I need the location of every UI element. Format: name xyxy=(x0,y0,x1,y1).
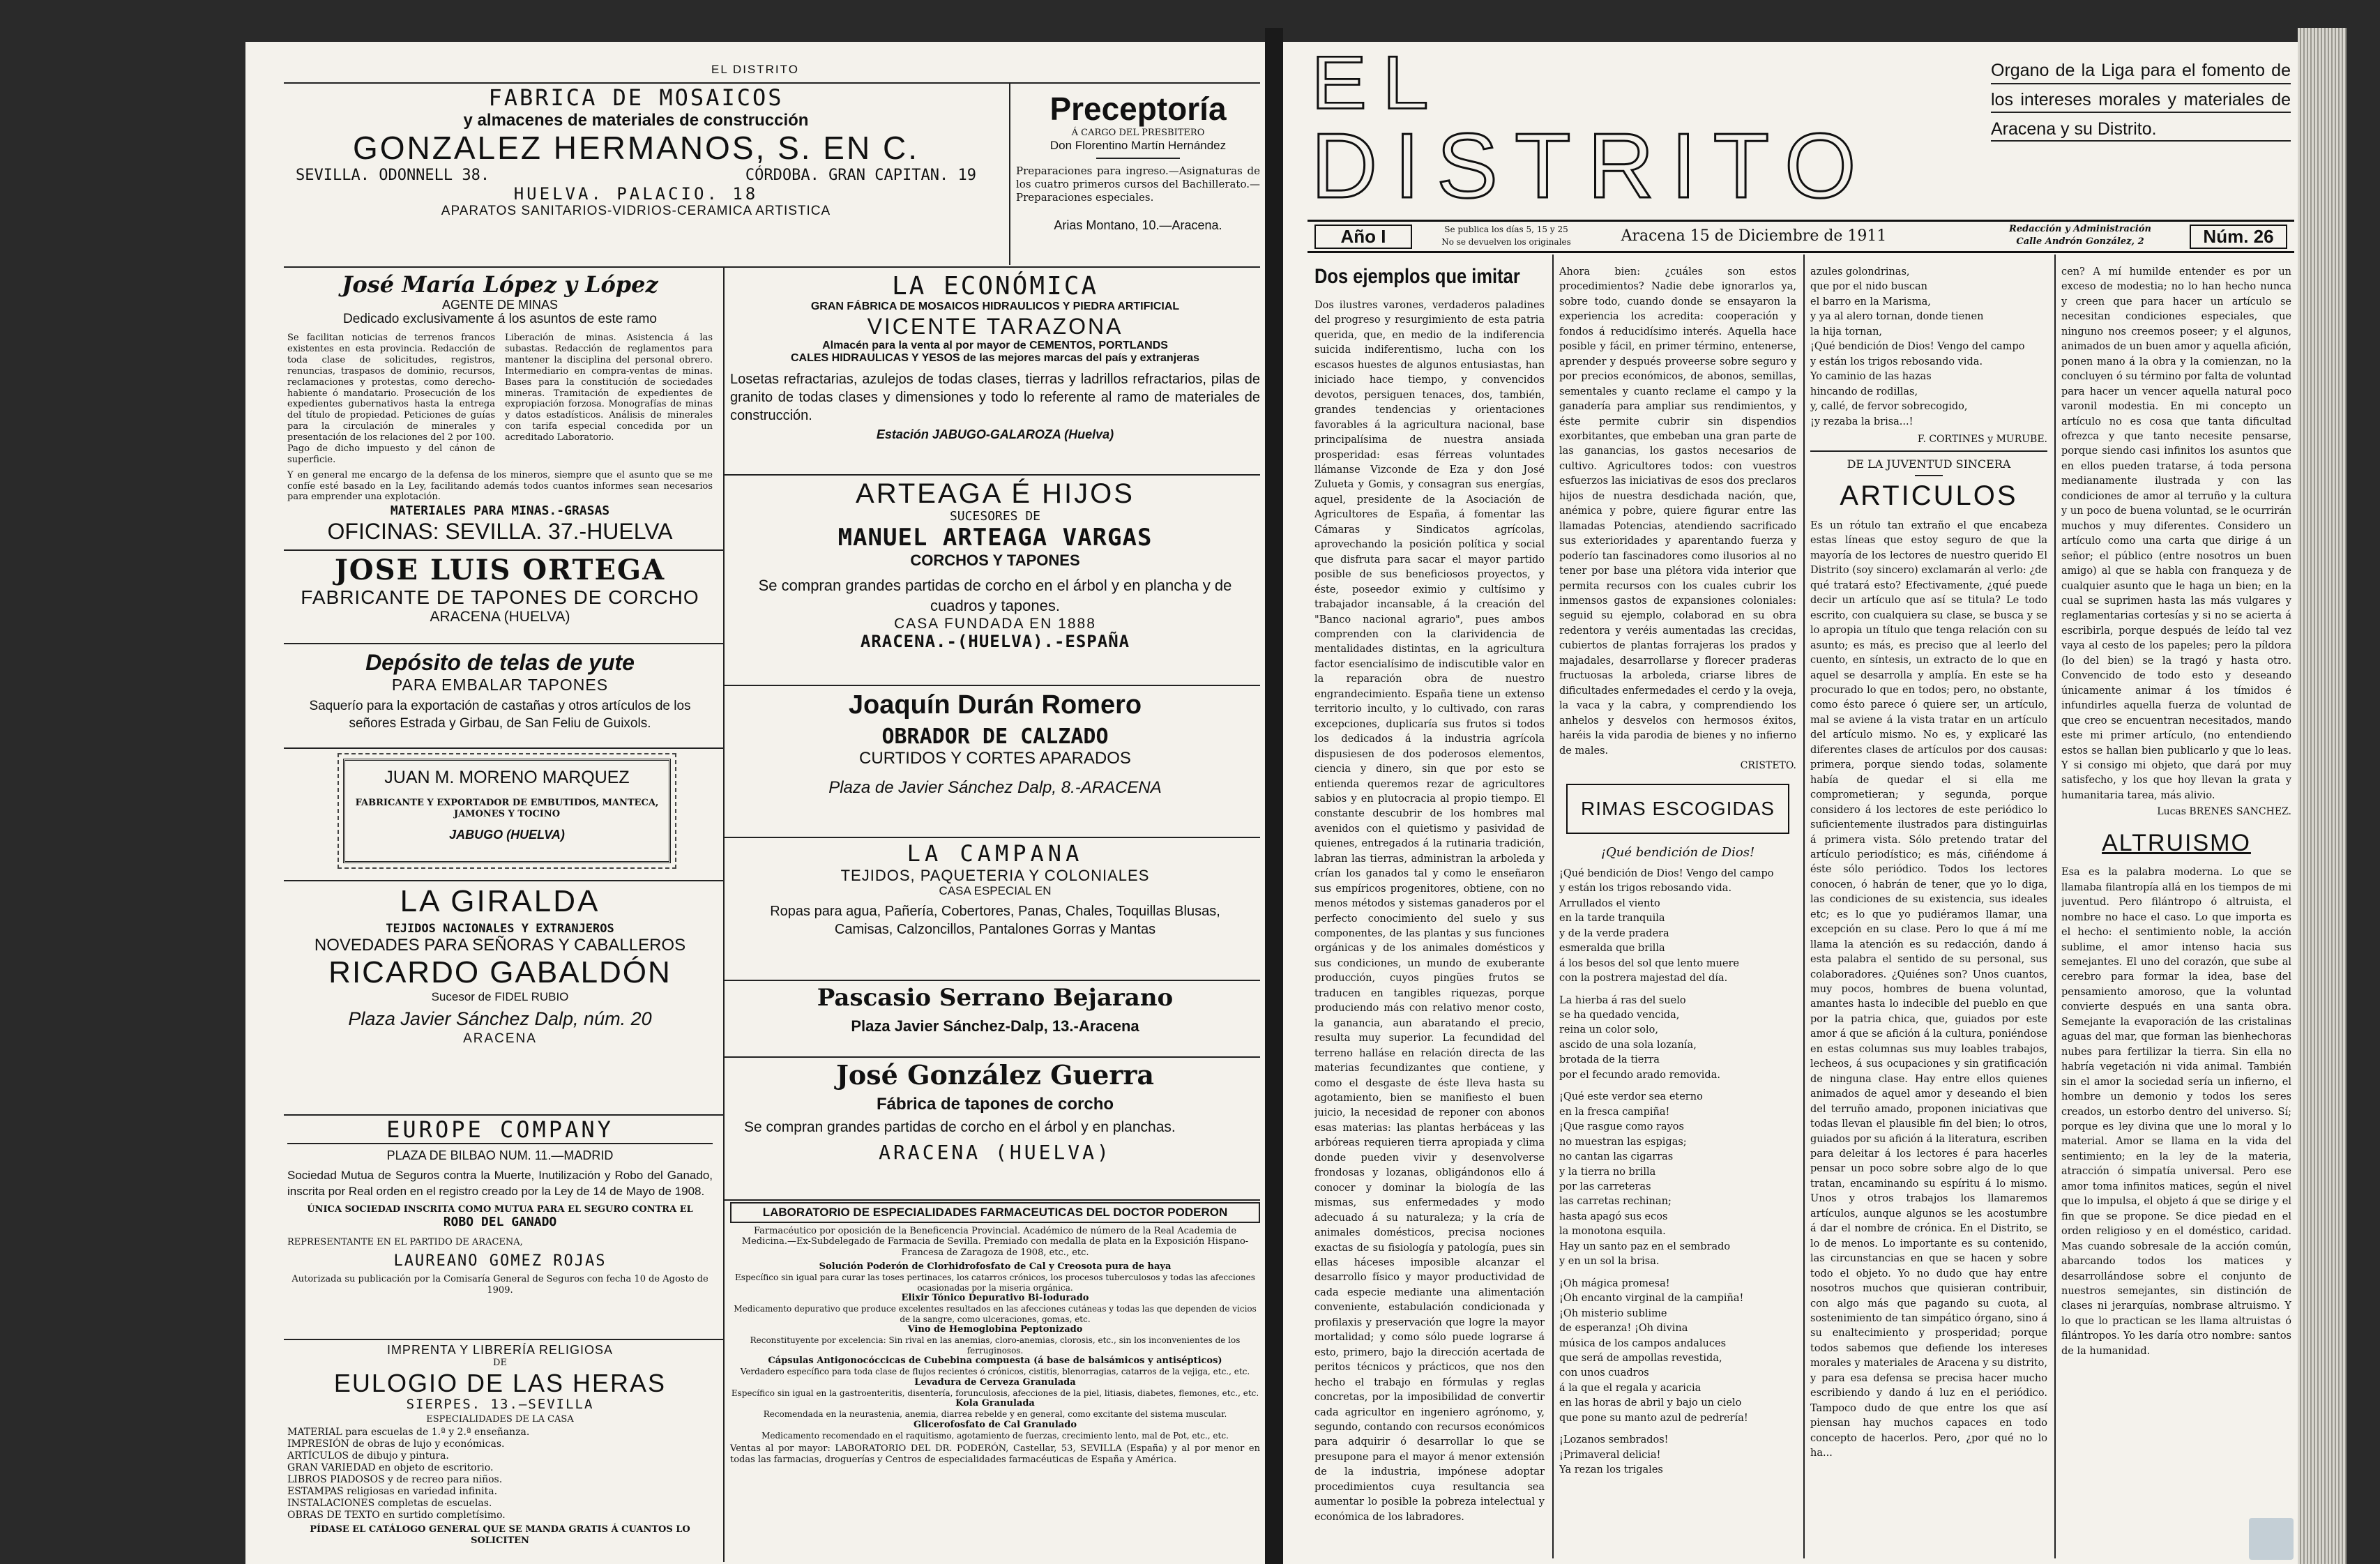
poem-line: y están los trigos rebosando vida. xyxy=(1559,883,1732,895)
poem-line: y, callé, de fervor sobrecogido, xyxy=(1810,401,1968,413)
poem-line: hincando de rodillas, xyxy=(1810,386,1918,397)
dateline-redaccion: Redacción y Administración Calle Andrón González, 2 xyxy=(2009,224,2151,247)
imprenta-item: GRAN VARIEDAD en objeto de escritorio. xyxy=(287,1461,494,1473)
poem-line: hasta apagó sus ecos xyxy=(1559,1210,1668,1222)
poem-line: que pone su manto azul de pedrería! xyxy=(1559,1412,1748,1424)
ad-preceptoria: Preceptoría Á CARGO DEL PRESBITERO Don Florentino Martín Hernández Preparaciones para ingreso.—Asignaturas de los cuatro primeros cursos del Bachillerato.—Preparaciones especiales. Arias Montano, 10.—Aracena. xyxy=(1016,91,1260,232)
ad-arteaga: ARTEAGA É HIJOS SUCESORES DE MANUEL ARTEAGA VARGAS CORCHOS Y TAPONES Se compran grandes partidas de corcho en el árbol y en plancha y de cuadros y tapones. CASA FUNDADA EN 1888 ARACENA.-(HUELVA).-ESPAÑA xyxy=(758,478,1232,652)
poderon-product-desc: Reconstituyente por excelencia: Sin rival en las anemias, cloro-anemias, clorosis, etc., sin los inconvenientes de los ferruginosos. xyxy=(750,1335,1241,1356)
poderon-product-name: Cápsulas Antigonocóccicas de Cubebina compuesta (á base de balsámicos y antisépticos) xyxy=(768,1356,1222,1367)
poem-line: y en un sol la brisa. xyxy=(1559,1256,1660,1268)
running-head: EL DISTRITO xyxy=(711,63,799,76)
imprenta-item: ARTÍCULOS de dibujo y pintura. xyxy=(287,1450,449,1461)
watermark-logo xyxy=(2249,1518,2294,1560)
poem-que-bendicion xyxy=(1559,867,1796,1478)
poem-line: ascido de una sola lozanía, xyxy=(1559,1039,1697,1051)
ad-lopez: José María López y López AGENTE DE MINAS Dedicado exclusivamente á los asuntos de este ramo Se facilitan noticias de terrenos francos existentes en esta provincia. Redacción de toda clase de solicitudes, registros, renuncias, traspasos de dominio, recursos, reclamaciones y protestas, como derecho-habiente ó mandatario. Prosecución de los expedientes gubernativos hasta la entrega del título de propiedad. Peticiones de guías para la circulación de minerales y presentación de los relaciones del 2 por 100. Pago de dicho impuesto y del cánon de superficie. Liberación de minas. Asistencia á las subastas. Redacción de reglamentos para mantener la disciplina del personal obrero. Intermediario en compra-ventas de minas. Bases para la constitución de sociedades mineras. Tramitación de expedientes de expropiación forzosa. Monografías de minas y datos estadísticos. Análisis de minerales con tarifa especial concedida por un acreditado Laboratorio. Y en general me encargo de la defensa de los mineros, siempre que el asunto que se me confíe esté basado en la Ley, facilitando además todos cuantos informes sean necesarios para emprender una explotación. MATERIALES PARA MINAS.-GRASAS OFICINAS: SEVILLA. 37.-HUELVA xyxy=(287,271,713,544)
tagline: Organo de la Liga para el fomento de los intereses morales y materiales de Aracena y su Distrito. xyxy=(1991,56,2291,144)
poderon-product-desc: Medicamento recomendado en el raquitismo, agotamiento de fuerzas, crecimiento lento, mal de Pot, etc., etc. xyxy=(761,1430,1229,1441)
poem-line: ¡Que rasgue como rayos xyxy=(1559,1121,1684,1133)
poem-line: en la fresca campiña! xyxy=(1559,1106,1670,1118)
stanza-break xyxy=(1559,1426,1796,1433)
ad-poderon: LABORATORIO DE ESPECIALIDADES FARMACEUTICAS DEL DOCTOR PODERON Farmacéutico por oposición de la Beneficencia Provincial. Académico de número de la Real Academia de Medicina.—Ex-Subdelegado de Farmacia de Sevilla. Premiado con medalla de plata en la Exposición Hispano-Francesa de Zaragoza de 1908, etc., etc. Solución Poderón de Clorhidrofosfato de Cal y Creosota pura de haya Específico sin igual para curar las toses pertinaces, los catarros crónicos, los procesos tuberculosos y todas las afecciones ocasionadas por la miseria orgánica. Elixir Tónico Depurativo Bi-Iodurado Medicamento depurativo que produce excelentes resultados en las afecciones cutáneas y todas las que dependen de vicios de la sangre, como ulceraciones, gomas, etc. Vino de Hemoglobina Peptonizado Reconstituyente por excelencia: Sin rival en las anemias, cloro-anemias, clorosis, etc., sin los inconvenientes de los ferruginosos. Cápsulas Antigonocóccicas de Cubebina compuesta (á base de balsámicos y antisépticos) Verdadero específico para toda clase de flujos recientes ó crónicos, cistitis, blenorragias, catarros de la vejiga, etc., etc. Levadura de Cerveza Granulada Específico sin igual en la gastroenteritis, disentería, forunculosis, afecciones de la piel, litiasis, diabetes, flemones, etc., etc. Kola Granulada Recomendada en la neurastenia, anemia, diarrea rebelde y en general, como excitante del sistema muscular. Glicerofosfato de Cal Granulado Medicamento recomendado en el raquitismo, agotamiento de fuerzas, crecimiento lento, mal de Pot, etc., etc. Ventas al por mayor: LABORATORIO DEL DR. PODERÓN, Castellar, 53, SEVILLA (España) y al por menor en todas las farmacias, droguerías y Centros de especialidades farmacéuticas de España y América. xyxy=(730,1202,1260,1466)
poem-line: y la tierra no brilla xyxy=(1559,1166,1656,1178)
poem-line: el barro en la Marisma, xyxy=(1810,296,1931,308)
article-col2: Ahora bien: ¿cuáles son estos procedimientos? Nadie debe ignorarlos ya, sobre todo, cuando donde se ensayaron la experiencia los acredita: cooperación y fondos á reducidísimo interés. Aquella hace posible y fácil, en primer término, entenerse, aprender y después proveerse sobre seguro y por precios económicos, de abonos, semillas, sementales y cuanto reclame el campo y la ganadería para ampliar sus rendimientos, y éste permite cubrir sin dispendios exorbitantes, que embeban una gran parte de las ganancias, los gastos necesarios de cultivo. Agricultores todos: con vuestros esfuerzos las iniciativas de esos dos preclaros hijos de nuestra desdichada nación, que, anémica y pobre, quiere figurar entre las llamadas Potencias, atendiendo sacrificado sus exterioridades y aparentando fuerza y poderío tan fascinadores como ilusorios al no tener por base una plétora vida interior que permita recursos con los cuales cubrir los inmensos gastos de expansiones coloniales: seguid su ejemplo, colaborad en su obra redentora y veréis aumentadas las crecidas, cubiertos de plantas forrajeras los prados y majadales, desarrollarse y florecer praderas fructuosas la arboleda, criarse libres de dificultades enfermedades el cerdo y la oveja, la vaca y la cabra, y comprendiendo los anhelos y desvelos con hermosos éxitos, haréis la vida parodia de bienes y no infierno de males. CRISTETO. RIMAS ESCOGIDAS ¡Qué bendición de Dios! ¡Qué bendición de Dios! Vengo del campo y están los trigos rebosando vida. Arrullados el viento en la tarde tranquila y de la verde pradera esmeralda que brilla á los besos del sol que lento muere con la postrera majestad del día. La hierba á ras del suelo se ha quedado vencida, reina un color solo, ascido de una sola lozanía, brotada de la tierra por el fecundo arado removida. ¡Qué este verdor sea eterno en la fresca campiña! ¡Que rasgue como rayos no muestran las espigas; no cantan las cigarras y la tierra no brilla por las carreteras las carretas rechinan; hasta apagó sus ecos la monotona esquila. Hay un santo paz en el sembrado y en un sol la brisa. ¡Oh mágica promesa! ¡Oh encanto virginal de la campiña! ¡Oh misterio sublime de esperanza! ¡Oh divina música de los campos andaluces que será de ampollas revestida, con unos cuadros á la que el regala y acaricia en las horas de abril y bajo un cielo que pone su manto azul de pedrería! ¡Lozanos sembrados! ¡Primaveral delicia! Ya rezan los trigales xyxy=(1559,265,1796,1562)
ad-ortega: JOSE LUIS ORTEGA FABRICANTE DE TAPONES DE CORCHO ARACENA (HUELVA) xyxy=(301,554,699,625)
ad-campana: LA CAMPANA TEJIDOS, PAQUETERIA Y COLONIALES CASA ESPECIAL EN Ropas para agua, Pañería, Cobertores, Panas, Chales, Toquillas Blusas, Camisas, Calzoncillos, Pantalones Gorras y Mantas xyxy=(770,840,1220,937)
poderon-product-desc: Específico sin igual para curar las toses pertinaces, los catarros crónicos, los procesos tuberculosos y todas las afecciones ocasionadas por la miseria orgánica. xyxy=(735,1272,1255,1293)
poem-line: y están los trigos rebosando vida. xyxy=(1810,356,1983,367)
masthead-el: EL xyxy=(1311,42,1444,125)
poem-line: ¡Qué este verdor sea eterno xyxy=(1559,1091,1703,1103)
stanza-break xyxy=(1559,1270,1796,1277)
imprenta-item: OBRAS DE TEXTO en surtido completísimo. xyxy=(287,1510,506,1521)
left-page xyxy=(245,42,1265,1564)
poem-line: ¡Qué bendición de Dios! Vengo del campo xyxy=(1810,341,2025,353)
imprenta-item: IMPRESIÓN de obras de lujo y económicas. xyxy=(287,1438,505,1450)
poem-line: música de los campos andaluces xyxy=(1559,1337,1727,1349)
article-dos-ejemplos: Dos ejemplos que imitar Dos ilustres varones, verdaderos paladines del progreso y resurgimiento de esta patria querida, que, en medio de la indiferencia suicida indiferentismo, lucha con los escasos huestes de algunos entusiastas, han iniciado hace tiempo, y convencidos devotos, persiguen tenaces, dos, también, grandes tendencias y orientaciones favorables á la agricultura nacional, base principalísima de nuestra ansiada prosperidad: esas férreas voluntades llámanse Vizconde de Eza y don José Zulueta y Gomis, y consagran sus energías, aquel, presidente de la Asociación de Agricultores de España, á fomentar las Cámaras y Sindicatos agrícolas, aprovechando la posición política y social que disfruta para sacar el mayor partido posible de sus beneficiosos proyectos, y éste, poseedor eximio y cultísimo y trabajador incansable, á la creación del "Banco nacional agrario", pues ambos comprenden con la clarividencia de mentalidades distintas, en la agricultura factor esencialísimo de indiscutible valor en la reparación obra de nuestro engrandecimiento. España tiene un extenso territorio inculto, y lo cultivado, con raras excepciones, duplicaría sus frutos si todos los dedicados á la industria agrícola dispusiesen de dos poderosos elementos, ciencia y dinero, sin que por esto se entienda queremos rezar de agricultores sabios y en plutocracia al propio tiempo. El constante descubrir de los hombres mal avenidos con el quietismo y pasividad de quienes, entregados á la rutinaria tradición, labran las tierras, administran la arboleda y crían los ganados tal y como le enseñaron sus empíricos progenitores, obtiene, con no menos métodos y sistemas ganaderos por el perfecto conocimiento del suelo y sus componentes, de las plantas y sus funciones orgánicas y de los animales domésticos y sus condiciones, un mundo de exuberante producción, cuyos pingües frutos se traducen en tangibles riquezas, porque produciendo más con relativo menor costo, la ganancia, aun abaratando el precio, resulta muy superior. La fecundidad del terreno halláse en relación directa de las materias fecundizantes que contiene, y como el desgaste de éste lleva hasta su agotamiento, bien se manifiesto el buen juicio, la necesidad de reponer con abonos esas materias: las plantas herbáceas y las arbóreas requieren tierra apropiada y clima donde pueden vivir y desenvolverse frondosas y lozanas, obligándonos ello á conocer y dominar la biología de las mismas, sus enfermedades y modo adecuado á su naturaleza; y la cría de animales domésticos, precisa nociones exactas de su fisiología y patología, pues sin ellas háceses imposible alcanzar el desarrollo físico y mayor productividad de cada especie mediante una alimentación conveniente, estabulación condicionada y profilaxis y preservación que logre la mayor mortalidad; y como sólo puede lograrse á esto, primero, bajo la dirección acertada de peritos técnicos y prácticos, que nos den hecho el trabajo en fórmulas y reglas concretas, por la imposibilidad de convertir cada agricultor en ingeniero agrónomo, y, segundo, contando con recursos económicos para adquirir ó desarrollar lo que se presupone para el mayor á menor extensión de la industria, impónese adoptar procedimientos cuya resultancia sea aumentar lo posible la pobreza intelectual y económica de los labradores. xyxy=(1314,265,1545,1523)
poem-line: ¡y rezaba la brisa...! xyxy=(1810,416,1913,427)
ad-duran: Joaquín Durán Romero OBRADOR DE CALZADO CURTIDOS Y CORTES APARADOS Plaza de Javier Sánchez Dalp, 8.-ARACENA xyxy=(828,690,1162,797)
poem-line: no cantan las cigarras xyxy=(1559,1151,1674,1163)
imprenta-items xyxy=(287,1427,713,1522)
ad-yute: Depósito de telas de yute PARA EMBALAR TAPONES Saquerío para la exportación de castañas y otros artículos de los señores Estrada y Girbau, de San Feliu de Guixols. xyxy=(309,650,691,731)
poderon-product-name: Levadura de Cerveza Granulada xyxy=(914,1376,1076,1388)
poem-line: la monotona esquila. xyxy=(1559,1226,1666,1238)
dateline-pub: Se publica los días 5, 15 y 25 No se devuelven los originales xyxy=(1441,225,1571,247)
poem-line: ¡Oh mágica promesa! xyxy=(1559,1277,1670,1289)
dateline-ano: Año I xyxy=(1314,225,1412,249)
dateline-num: Núm. 26 xyxy=(2190,225,2287,249)
poem-line: por las carreteras xyxy=(1559,1181,1651,1193)
poem-line: en las horas de abril y bajo un cielo xyxy=(1559,1397,1742,1409)
poderon-product-name: Solución Poderón de Clorhidrofosfato de Cal y Creosota pura de haya xyxy=(819,1261,1172,1273)
poem-line: y ya al alero tornan, donde tienen xyxy=(1810,311,1984,323)
right-page xyxy=(1283,42,2298,1564)
poem-line: Ya rezan los trigales xyxy=(1559,1464,1663,1476)
poem-line: ¡Primaveral delicia! xyxy=(1559,1449,1661,1461)
ad-giralda: LA GIRALDA TEJIDOS NACIONALES Y EXTRANJEROS NOVEDADES PARA SEÑORAS Y CABALLEROS RICARDO GABALDÓN Sucesor de FIDEL RUBIO Plaza Javier Sánchez Dalp, núm. 20 ARACENA xyxy=(314,884,686,1046)
poem-line: ¡Lozanos sembrados! xyxy=(1559,1434,1669,1446)
poem-line: á la que el regala y acaricia xyxy=(1559,1382,1701,1394)
poem-line: se ha quedado vencida, xyxy=(1559,1010,1680,1022)
ad-mosaicos: FABRICA DE MOSAICOS y almacenes de materiales de construcción GONZALEZ HERMANOS, S. EN C. SEVILLA. ODONNELL 38. CÓRDOBA. GRAN CAPITAN. 19 HUELVA. PALACIO. 18 APARATOS SANITARIOS-VIDRIOS-CERAMICA ARTISTICA xyxy=(296,84,976,219)
masthead-distrito: DISTRITO xyxy=(1311,114,1873,217)
rimas-escogidas-box: RIMAS ESCOGIDAS xyxy=(1566,784,1789,834)
article-col4: cen? A mí humilde entender es por un exceso de modestia; no lo han hecho nunca y creen que para hacer un artículo se necesitan condiciones especiales, que ninguno nos creemos poseer; y el algunos, animados de un buen amor y aquella afición, ponen mano á la obra y la comienzan, no la concluyen ó su término por falta de voluntad para hacer un vencer aquella natural poco varonil modestia. En mi concepto un artículo no es cosa que tanta dificultad ofrezca y que tanto necesite pensarse, porque siendo casi infinitos los asuntos que en ellos pueden tratarse, á toda persona medianamente ilustrada y con las condiciones de amor al terruño y la cultura y un poco de buena voluntad, se le ocurrirán muchos y muy diferentes. Considero un artículo como una carta que dirige á un señor; el público (entre nosotros un buen amigo) al que se habla con franqueza y de cualquier asunto que le haga un bien; en la cual se suprimen hasta las más vulgares y reglamentarias cortesías y si no se acierta á escribirla, porque después de leído tal vez vaya al cesto de los papeles; pero la píldora (lo del bien) se la tragó y hasta otro. Convencido de todo esto y deseando únicamente animar á los tímidos é infundirles aquella fuerza de voluntad de que creo se encuentran necesitados, mando este mi primer artículo, (no entendiendo estos se hallan bien publicarlo y que lo leas. Y si consigo mi objeto, que dará por muy satisfecho, y los que hoy llevan la grata y humanitaria tarea, más alivio. Lucas BRENES SANCHEZ. ALTRUISMO Esa es la palabra moderna. Lo que se llamaba filantropía allá en los tiempos de mi juventud. Pero filántropo ó altruista, el nombre no hace el caso. Lo que importa es el hecho: el sentimiento noble, la acción sublime, el amor intenso hacia sus semejantes. El uno del corazón, que sube al cerebro para formar la idea, base del pensamiento amoroso, que la voluntad convierte después en una santa obra. Semejante la evaporación de las cristalinas aguas del mar, que forman las bienhechoras nubes para fertilizar la tierra. Sin ella no habría vegetación ni vida animal. También sin el amor la sociedad sería un infierno, el hombre un demonio y todos los seres creados, un estorbo dentro del universo. Sí; porque es ley divina que une lo moral y lo material. Amor se llama en la vida del sentimiento; en la ley de la materia, atracción ó simpatía universal. Pero ese amor toma infinitos matices, según el nivel que lo impulsa, el objeto á que se dirige y el fin que se propone. Se dice piedad en el orden religioso y en el doméstico, caridad. Mas cuando sobresale de la acción común, abarcando todos los matices y desarrollándose sobre el conjunto de nuestros semejantes, sin distinción de clases ni jerarquías, nombrase altruismo. Y lo que lo practican se les llama altruistas ó filántropos. Yo les daría otro nombre: santos de la humanidad. xyxy=(2061,266,2291,1357)
poem-line: con la postrera majestad del día. xyxy=(1559,973,1728,985)
poem-line: ¡Oh misterio sublime xyxy=(1559,1307,1667,1319)
poem-line: esmeralda que brilla xyxy=(1559,943,1665,955)
book-spine xyxy=(1265,28,1283,1564)
poderon-items xyxy=(730,1261,1260,1441)
article-col3: azules golondrinas, que por el nido buscan el barro en la Marisma, y ya al alero tornan, donde tienen la hija tornan, ¡Qué bendición de Dios! Vengo del campo y están los trigos rebosando vida. Yo caminio de las hazas hincando de rodillas, y, callé, de fervor sobrecogido, ¡y rezaba la brisa...! F. CORTINES y MURUBE. DE LA JUVENTUD SINCERA ARTICULOS Es un rótulo tan extraño el que encabeza estas líneas que estoy seguro de que la mayoría de los lectores de nuestro querido El Distrito (soy sincero) exclamarán al verlo: ¿de qué tratará esto? Efectivamente, ¿qué puede decir un artículo que así se titula? Le todo escrito, con cualquiera su clase, se busca y se lo apropia un título que tenga relación con su asunto; es más, es preciso que al leerlo del cuento, en síntesis, un extracto de lo que en aquel se desarrolla y amplía. En este se ha procurado lo que en todos; pero, no obstante, como ésto parece ó quiere ser, un artículo, mal se aviene á la vista tratar en un artículo del artículo mismo. No es, y explicaré las diferentes clases de artículos por dos causas: primera, porque siendo todas, solamente había de quedar el si ella me comprometieran; y segunda, porque considero á los lectores de este periódico lo suficientemente ilustrados para distinguirlas á primera vista. Sólo pretendo tratar del artículo periodístico; es más, ciñéndome á éste sólo periódico. Todos los lectores conocen, ó habrán de tener, que yo lo diga, las condiciones de su existencia, sus ideales etc; es lo que yo pudiéramos llamar, una excepción en su clase. Pero lo que á mí me llama la atención es su redacción, dando á esta palabra el sentido de su personal, sus colaboradores. ¿Quiénes son? Unos cuantos, muy pocos, hombres de buena voluntad, amantes hasta lo indecible del pueblo en que por la patria chica, que, guiados por este amor á que se afición á la cultura, poniéndose en estas columnas sus muy loables trabajos, lecheos, á sus ocupaciones y sin gratificación de ninguna clase. Hay entre ellos quienes animados de aquel amor y deseando el bien del terruño amado, proponen iniciativas que todas llevan el plausible fin del bien; lo otros, guiados por su afición á la literatura, escriben para deleitar á los lectores é para hacerles pensar un poco sobre sobre algo de lo que tratan, encaminando su espíritu á lo mismo. Unos y otros trabajos los llamaremos artículos, aunque algunos se les acostumbre á dar el nombre de crónica. En el Distrito, se lo de menos. Lo importante es su contenido, las circunstancias en que se hacen y sobre todo el objeto. Yo no dudo que hay entre nosotros muchos que quisieran contribuir, con algo más que pagando su cuota, al sostenimiento de tan simpático órgano, sino á su enaltecimiento y prosperidad; porque todos sabemos que defiende los intereses morales y materiales de Aracena y su distrito, y para esa defensa se precisa hacer mucho escribiendo y dando á luz en el periódico. Tampoco dudo de que entre los que así piensan hay muchos capaces en todo concepto de hacerlos. Pero, ¿por qué no lo ha... xyxy=(1810,266,2047,1459)
dateline-date: Aracena 15 de Diciembre de 1911 xyxy=(1621,227,1887,245)
poem-line: azules golondrinas, xyxy=(1810,266,1910,278)
poem-line: Yo caminio de las hazas xyxy=(1810,371,1932,383)
ad-economica: LA ECONÓMICA GRAN FÁBRICA DE MOSAICOS HIDRAULICOS Y PIEDRA ARTIFICIAL VICENTE TARAZONA Almacén para la venta al por mayor de CEMENTOS, PORTLANDS CALES HIDRAULICAS Y YESOS de las mejores marcas del país y extranjeras Losetas refractarias, azulejos de todas clases, tierras y ladrillos refractarios, pilas de granito de todas clases y dimensiones y todo lo referente al ramo de materiales de construcción. Estación JABUGO-GALAROZA (Huelva) xyxy=(730,272,1260,442)
stanza-break xyxy=(1559,987,1796,994)
poderon-product-desc: Verdadero específico para toda clase de flujos recientes ó crónicos, cistitis, blenorragias, catarros de la vejiga, etc., etc. xyxy=(740,1367,1250,1377)
poderon-product-name: Vino de Hemoglobina Peptonizado xyxy=(907,1324,1083,1335)
poderon-product-desc: Recomendada en la neurastenia, anemia, diarrea rebelde y en general, como excitante del sistema muscular. xyxy=(763,1409,1227,1420)
poem-line: brotada de la tierra xyxy=(1559,1054,1660,1066)
poem-line: Hay un santo paz en el sembrado xyxy=(1559,1240,1731,1252)
ad-europe: EUROPE COMPANY PLAZA DE BILBAO NUM. 11.—MADRID Sociedad Mutua de Seguros contra la Muerte, Inutilización y Robo del Ganado, inscrita por Real orden en el registro creado por la Ley de 14 de Mayo de 1908. ÚNICA SOCIEDAD INSCRITA COMO MUTUA PARA EL SEGURO CONTRA EL ROBO DEL GANADO REPRESENTANTE EN EL PARTIDO DE ARACENA, LAUREANO GOMEZ ROJAS Autorizada su publicación por la Comisaría General de Seguros con fecha 10 de Agosto de 1909. xyxy=(287,1116,713,1296)
masthead xyxy=(1311,42,1925,217)
stanza-break xyxy=(1559,1083,1796,1090)
poderon-product-name: Glicerofosfato de Cal Granulado xyxy=(913,1419,1077,1430)
poderon-product-desc: Específico sin igual en la gastroenteritis, disentería, forunculosis, afecciones de la piel, litiasis, diabetes, flemones, etc., etc. xyxy=(731,1388,1259,1398)
poem-line: por el fecundo arado removida. xyxy=(1559,1069,1720,1081)
poem-continuation xyxy=(1810,265,2047,430)
imprenta-item: MATERIAL para escuelas de 1.ª y 2.ª enseñanza. xyxy=(287,1426,530,1438)
poem-line: que será de ampollas revestida, xyxy=(1559,1353,1722,1364)
ad-pascasio: Pascasio Serrano Bejarano Plaza Javier Sánchez-Dalp, 13.-Aracena xyxy=(817,984,1174,1035)
poem-line: y de la verde pradera xyxy=(1559,927,1669,939)
poderon-product-name: Elixir Tónico Depurativo Bi-Iodurado xyxy=(901,1293,1089,1304)
poem-line: La hierba á ras del suelo xyxy=(1559,994,1686,1006)
imprenta-item: ESTAMPAS religiosas en variedad infinita. xyxy=(287,1486,498,1498)
ad-gonzalez-guerra: José González Guerra Fábrica de tapones de corcho Se compran grandes partidas de corcho en el árbol y en planchas. ARACENA (HUELVA) xyxy=(744,1059,1176,1164)
ad-moreno: JUAN M. MORENO MARQUEZ FABRICANTE Y EXPORTADOR DE EMBUTIDOS, MANTECA, JAMONES Y TOCINO JABUGO (HUELVA) xyxy=(343,759,671,863)
imprenta-item: LIBROS PIADOSOS y de recreo para niños. xyxy=(287,1473,503,1485)
poem-line: la hija tornan, xyxy=(1810,326,1883,337)
poem-line: de esperanza! ¡Oh divina xyxy=(1559,1323,1688,1335)
poem-line: no muestran las espigas; xyxy=(1559,1136,1687,1148)
poem-line: Arrullados el viento xyxy=(1559,897,1660,909)
ad-imprenta: IMPRENTA Y LIBRERÍA RELIGIOSA DE EULOGIO DE LAS HERAS SIERPES. 13.—SEVILLA ESPECIALIDADES DE LA CASA MATERIAL para escuelas de 1.ª y 2.ª enseñanza. IMPRESIÓN de obras de lujo y económicas. ARTÍCULOS de dibujo y pintura. GRAN VARIEDAD en objeto de escritorio. LIBROS PIADOSOS y de recreo para niños. ESTAMPAS religiosas en variedad infinita. INSTALACIONES completas de escuelas. OBRAS DE TEXTO en surtido completísimo. PÍDASE EL CATÁLOGO GENERAL QUE SE MANDA GRATIS Á CUANTOS LO SOLICITEN xyxy=(287,1343,713,1547)
poem-line: con unos cuadros xyxy=(1559,1367,1649,1379)
poem-line: reina un color solo, xyxy=(1559,1024,1658,1036)
poem-line: en la tarde tranquila xyxy=(1559,913,1665,925)
poem-line: á los besos del sol que lento muere xyxy=(1559,957,1739,969)
poem-line: las carretas rechinan; xyxy=(1559,1196,1672,1208)
imprenta-item: INSTALACIONES completas de escuelas. xyxy=(287,1498,492,1510)
poderon-product-name: Kola Granulada xyxy=(955,1398,1035,1409)
poem-line: ¡Oh encanto virginal de la campiña! xyxy=(1559,1293,1744,1305)
poem-line: que por el nido buscan xyxy=(1810,281,1927,293)
poem-line: ¡Qué bendición de Dios! Vengo del campo xyxy=(1559,867,1774,879)
page-edges xyxy=(2298,28,2347,1564)
poderon-product-desc: Medicamento depurativo que produce excelentes resultados en las afecciones cutáneas y todas las que dependen de vicios de la sangre, como ulceraciones, gomas, etc. xyxy=(734,1304,1257,1324)
